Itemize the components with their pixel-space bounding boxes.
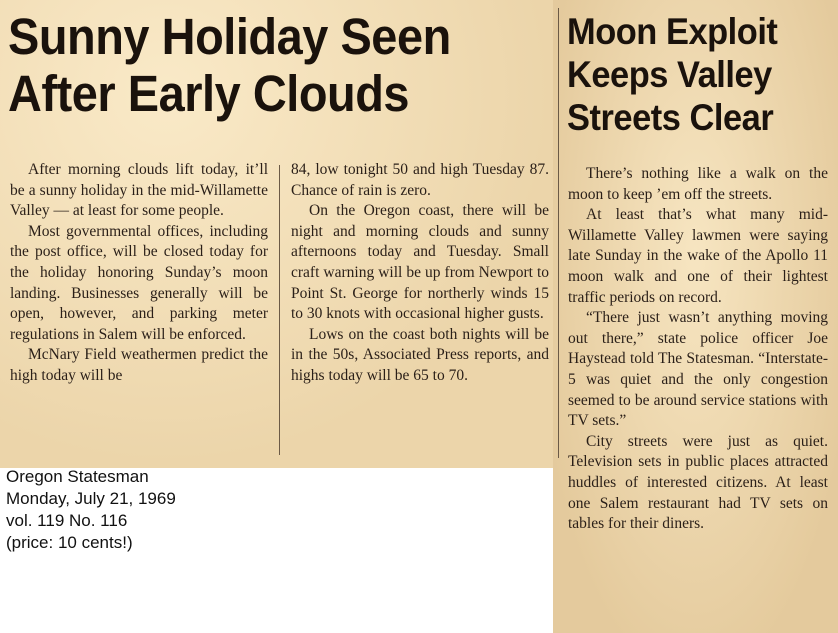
column-rule-right (558, 8, 559, 458)
body-paragraph: City streets were just as quiet. Television sets in public places attracted huddles of interested citizens. At least one Salem restaurant had TV sets on tables for their diners. (568, 432, 828, 533)
body-paragraph: McNary Field weathermen predict the high today will be (10, 346, 268, 384)
left-headline-line1: Sunny Holiday Seen (8, 8, 451, 65)
body-paragraph: There’s nothing like a walk on the moon to keep ’em off the streets. (568, 165, 828, 203)
body-paragraph: After morning clouds lift today, it’ll be a sunny holiday in the mid-Willamette Valley — at least for some people. (10, 161, 268, 220)
caption-date: Monday, July 21, 1969 (6, 489, 176, 508)
caption-price: (price: 10 cents!) (6, 533, 133, 552)
caption-volume: vol. 119 No. 116 (6, 511, 128, 530)
right-headline-line1: Moon Exploit (567, 11, 778, 52)
body-paragraph: Lows on the coast both nights will be in the 50s, Associated Press reports, and highs today will be 65 to 70. (291, 325, 549, 384)
body-paragraph: On the Oregon coast, there will be night and morning clouds and sunny afternoons today and Tuesday. Small craft warning will be up from Newport to Point St. George for northerly winds 15 to 30 knots with occasional higher gusts. (291, 202, 549, 323)
left-article-column-2 (291, 160, 549, 387)
left-headline (8, 8, 505, 122)
left-headline-line2: After Early Clouds (8, 65, 410, 122)
column-rule-left (279, 165, 280, 455)
right-headline (567, 10, 818, 139)
source-caption (6, 466, 256, 554)
left-article-column-1 (10, 160, 268, 387)
caption-newspaper: Oregon Statesman (6, 467, 149, 486)
right-headline-line3: Streets Clear (567, 97, 774, 138)
right-article-column (568, 164, 828, 535)
body-paragraph: 84, low tonight 50 and high Tuesday 87. Chance of rain is zero. (291, 161, 549, 199)
right-headline-line2: Keeps Valley (567, 54, 772, 95)
body-paragraph: Most governmental offices, including the post office, will be closed today for the holiday honoring Sunday’s moon landing. Businesses generally will be open, however, and parking meter regulations in Salem will be enforced. (10, 222, 268, 343)
body-paragraph: At least that’s what many mid-Willamette Valley lawmen were saying late Sunday in the wake of the Apollo 11 moon walk and one of their lightest traffic periods on record. (568, 206, 828, 306)
body-paragraph: “There just wasn’t anything moving out there,” state police officer Joe Haystead told The Statesman. “Interstate-5 was quiet and the only congestion seemed to be around service stations with TV sets.” (568, 309, 828, 430)
